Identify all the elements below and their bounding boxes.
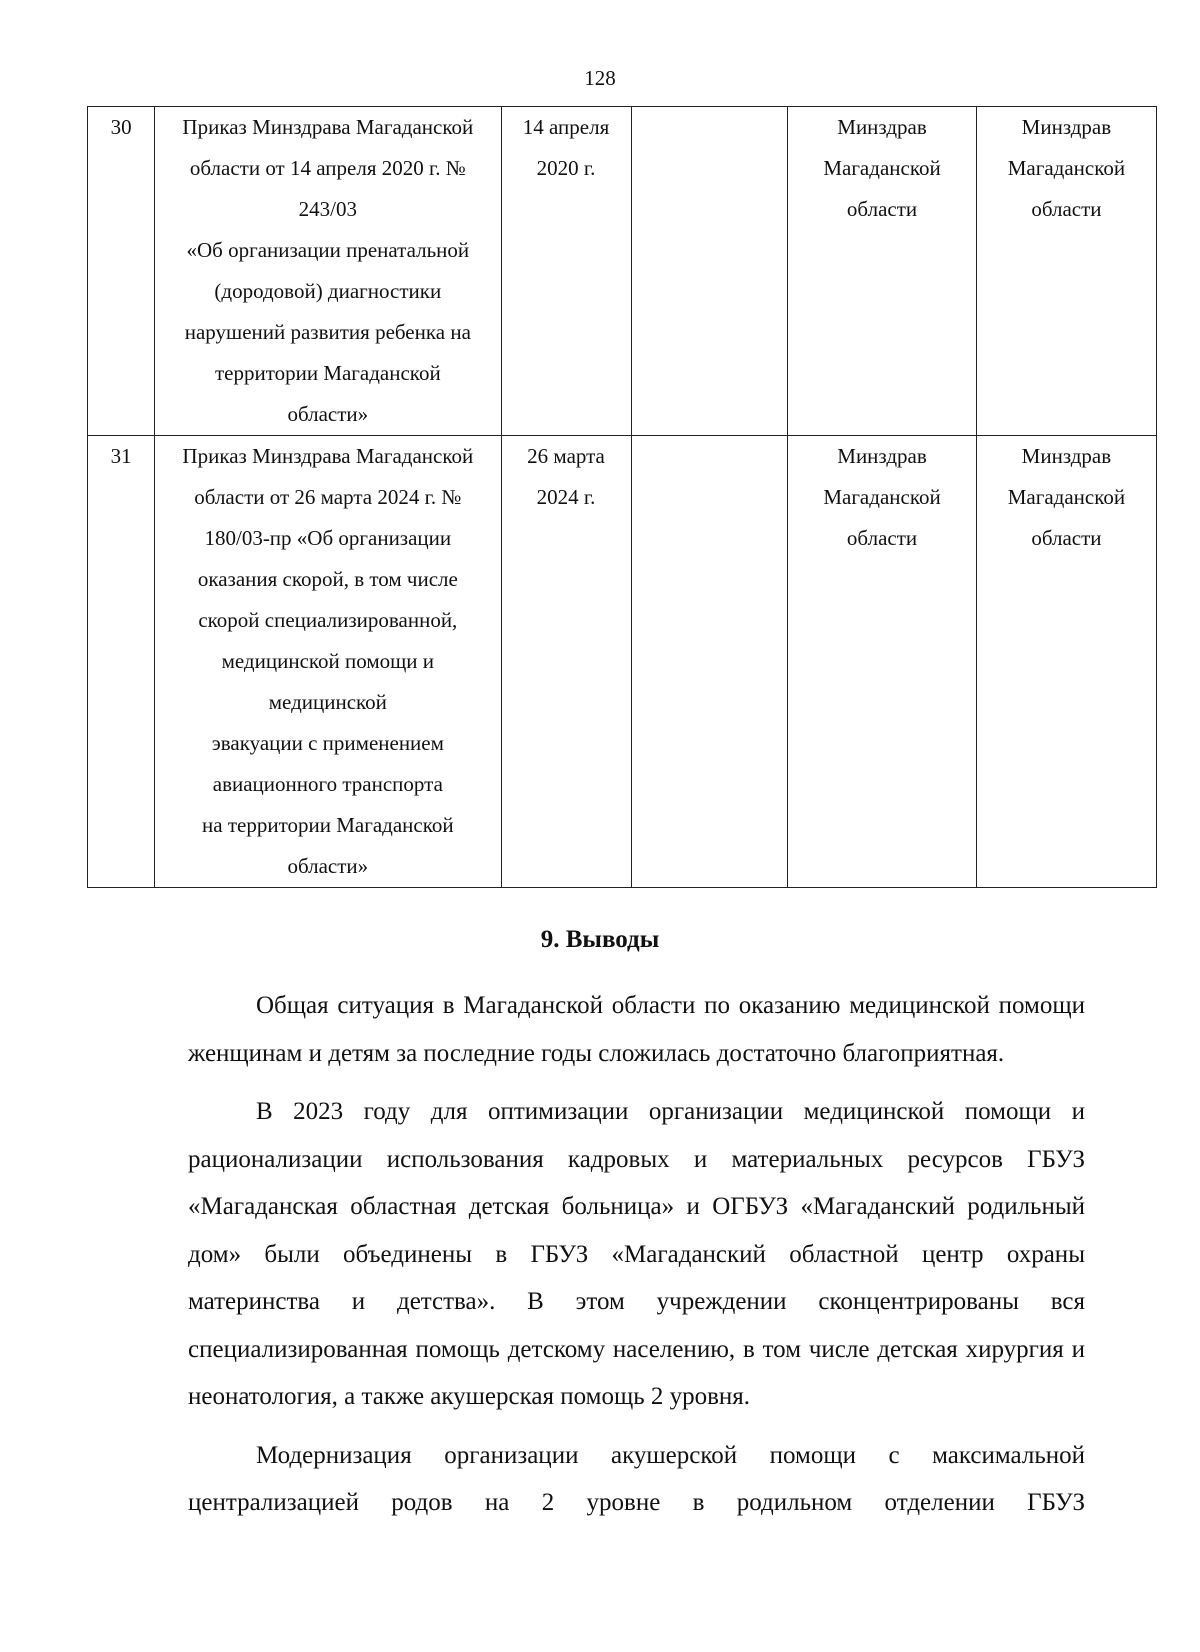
section-body	[188, 982, 1085, 1538]
paragraph: Модернизация организации акушерской помощи с максимальной централизацией родов на 2 уровне в родильном отделении ГБУЗ	[188, 1441, 1085, 1516]
table-row	[88, 107, 1157, 436]
act-date: 26 марта 2024 г.	[501, 436, 631, 888]
act-title: Приказ Минздрава Магаданской области от 14 апреля 2020 г. № 243/03 «Об организации пренатальной (дородовой) диагностики нарушений развития ребенка на территории Магаданской области»	[155, 107, 501, 436]
table-row	[88, 436, 1157, 888]
act-executor: Минздрав Магаданской области	[976, 107, 1156, 436]
row-number: 31	[88, 436, 155, 888]
empty-cell	[631, 436, 788, 888]
empty-cell	[631, 107, 788, 436]
paragraph: Общая ситуация в Магаданской области по оказанию медицинской помощи женщинам и детям за последние годы сложилась достаточно благоприятная.	[188, 992, 1085, 1067]
paragraph: В 2023 году для оптимизации организации медицинской помощи и рационализации использования кадровых и материальных ресурсов ГБУЗ «Магаданская областная детская больница» и ОГБУЗ «Магаданский родильный дом» были объединены в ГБУЗ «Магаданский областной центр охраны материнства и детства». В этом учреждении сконцентрированы вся специализированная помощь детскому населению, в том числе детская хирургия и неонатология, а также акушерская помощь 2 уровня.	[188, 1098, 1085, 1410]
act-date: 14 апреля 2020 г.	[501, 107, 631, 436]
row-number: 30	[88, 107, 155, 436]
act-developer: Минздрав Магаданской области	[788, 436, 977, 888]
act-executor: Минздрав Магаданской области	[976, 436, 1156, 888]
page-number: 128	[584, 66, 616, 90]
legal-acts-table	[87, 106, 1157, 888]
act-title: Приказ Минздрава Магаданской области от 26 марта 2024 г. № 180/03-пр «Об организации оказания скорой, в том числе скорой специализированной, медицинской помощи и медицинской эвакуации с применением авиационного транспорта на территории Магаданской области»	[155, 436, 501, 888]
section-title: 9. Выводы	[540, 926, 660, 953]
act-developer: Минздрав Магаданской области	[788, 107, 977, 436]
